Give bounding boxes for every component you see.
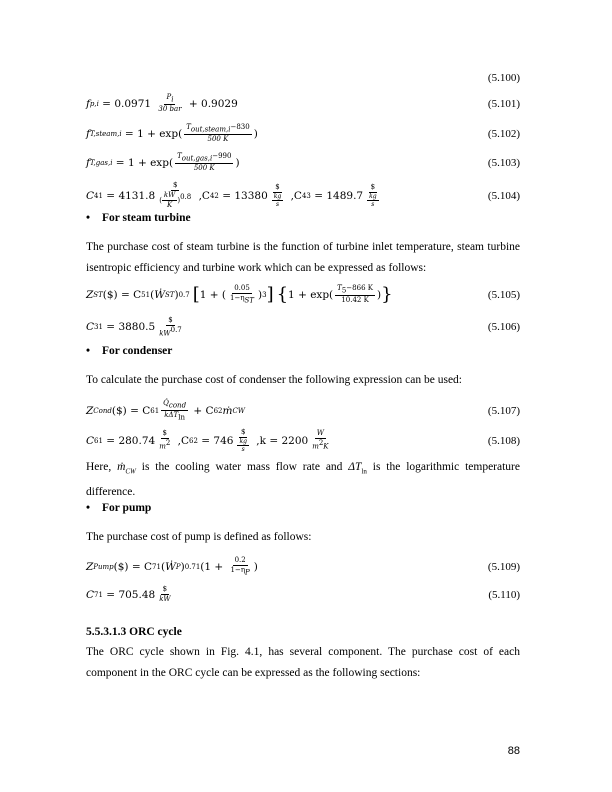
equation-number: (5.108) — [487, 434, 520, 447]
equation-number: (5.104) — [487, 189, 520, 202]
equation-5-105: Z ST ($) = C 51 ( Ẇ ST ) 0.7 [ 1 + ( $\frac{0.05}{1-\eta_{ST}}$ ) 3 ] { 1 + exp( $\frac{T_5-866 K}{10.42 K}$ ) } (5.105) — [86, 283, 520, 305]
section-steam-turbine-title: • For steam turbine — [86, 212, 191, 224]
fraction: $\frac{Q̇_{cond}}{k\Delta T_{ln}}$ — [163, 399, 187, 422]
equation-number: (5.110) — [488, 588, 520, 601]
equation-number: (5.109) — [487, 560, 520, 573]
fraction: $\frac{0.05}{1-\eta_{ST}}$ — [230, 284, 254, 305]
pump-paragraph: The purchase cost of pump is defined as follows: — [86, 531, 312, 543]
fraction: $\frac{T_{out,gas,i}-990}{500 K}$ — [177, 152, 232, 173]
equation-number: (5.107) — [487, 404, 520, 417]
equation-5-100 — [86, 72, 520, 84]
equation-number: (5.101) — [487, 97, 520, 110]
equation-5-102: f T,steam,i = 1 + exp( $\frac{T_{out,steam,i}-830}{500 K}$ ) (5.102) — [86, 123, 520, 144]
steam-turbine-paragraph: The purchase cost of steam turbine is the function of turbine inlet temperature, steam turbine isentropic efficiency and turbine work which can be expressed as follows: — [86, 241, 520, 274]
equation-5-103: f T,gas,i = 1 + exp( $\frac{T_{out,gas,i}-990}{500 K}$ ) (5.103) — [86, 152, 520, 173]
condenser-paragraph: To calculate the purchase cost of condenser the following expression can be used: — [86, 374, 463, 386]
equation-number: (5.103) — [487, 156, 520, 169]
fraction: $\frac{T_5-866 K}{10.42 K}$ — [337, 284, 373, 305]
section-pump-title: • For pump — [86, 502, 152, 514]
page-number: 88 — [507, 745, 520, 757]
equation-5-108: C 61 = 280.74 $\frac{\$}{m^2}$ ,C 62 = 746 $\frac{\$}{\frac{kg}{s}}$ ,k = 2200 $\frac{W}{m^2K}$ (5.108) — [86, 428, 520, 453]
equation-5-107: Z Cond ($) = C 61 $\frac{Q̇_{cond}}{k\Delta T_{ln}}$ + C 62 ṁ CW (5.107) — [86, 399, 520, 422]
condenser-note-paragraph: Here, ṁ$_{CW}$ is the cooling water mass flow rate and $\Delta T_{ln}$ is the logarithmic temperature difference. — [86, 461, 520, 499]
fraction: $\frac{\$}{kW}$ — [159, 585, 171, 603]
equation-number: (5.105) — [487, 288, 520, 301]
equation-number: (5.100) — [487, 72, 520, 84]
fraction: $\frac{\$}{\frac{kg}{s}}$ — [273, 183, 282, 208]
fraction: $\frac{T_{out,steam,i}-830}{500 K}$ — [186, 123, 250, 144]
equation-5-104: C 41 = 4131.8 $ ( $\frac{kW}{K}$ )$^{0.8}$ ,C 42 = 13380 $\frac{\$}{\frac{kg}{s}}$ ,C 43 = 1489.7 $\frac{\$}{\frac{kg}{s}}$ (5.104) — [86, 181, 520, 209]
fraction: $ ( $\frac{kW}{K}$ )$^{0.8}$ — [159, 181, 192, 209]
equation-5-101: f p,i = 0.0971 $\frac{P_i}{\text{30 bar}}$ + 0.9029 (5.101) — [86, 93, 520, 114]
fraction: $\frac{\$}{\frac{kg}{s}}$ — [239, 428, 247, 453]
equation-number: (5.102) — [487, 127, 520, 140]
equation-number: (5.106) — [487, 321, 520, 334]
fraction: $\frac{P_i}{\text{30 bar}}$ — [158, 93, 182, 114]
fraction: $\frac{0.2}{1-\eta_P}$ — [230, 556, 250, 577]
fraction: $\frac{\$}{\frac{kg}{s}}$ — [369, 183, 377, 208]
section-heading-orc-cycle: 5.5.3.1.3 ORC cycle — [86, 626, 182, 638]
section-condenser-title: • For condenser — [86, 345, 173, 357]
equation-5-109: Z Pump ($) = C 71 ( Ẇ P ) 0.71 (1 + $\frac{0.2}{1-\eta_P}$ ) (5.109) — [86, 556, 520, 577]
fraction: $\frac{\$}{kW^{0.7}}$ — [159, 316, 182, 338]
orc-paragraph: The ORC cycle shown in Fig. 4.1, has several component. The purchase cost of each component in the ORC cycle can be expressed as the following sections: — [86, 646, 520, 679]
fraction: $\frac{\$}{m^2}$ — [159, 429, 171, 451]
equation-5-106: C 31 = 3880.5 $\frac{\$}{kW^{0.7}}$ (5.106) — [86, 316, 520, 338]
fraction: $\frac{W}{m^2K}$ — [312, 429, 329, 451]
equation-5-110: C 71 = 705.48 $\frac{\$}{kW}$ (5.110) — [86, 585, 520, 603]
